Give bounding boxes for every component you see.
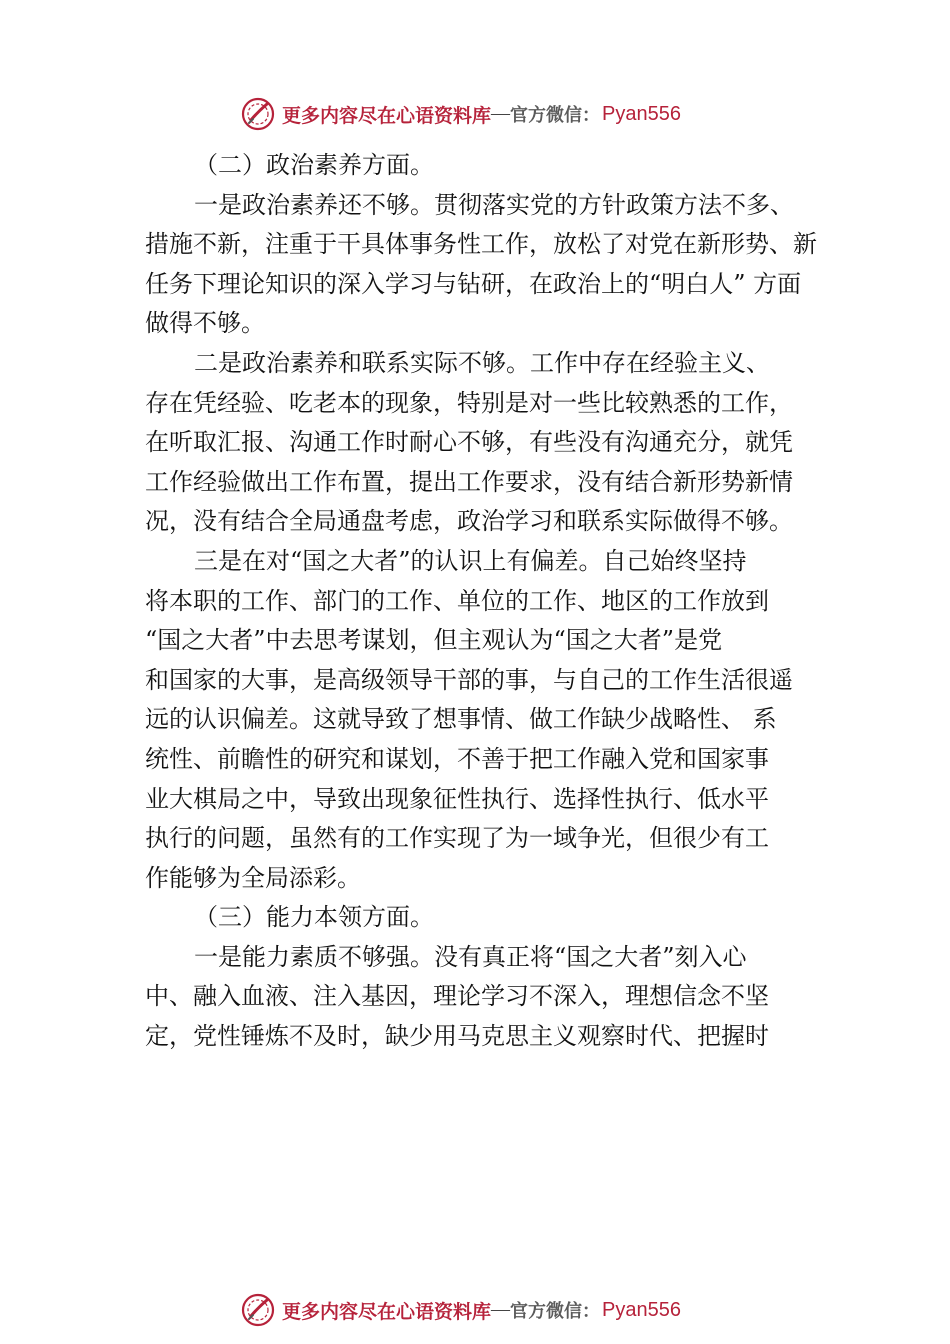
header-wechat-label: 官方微信：: [510, 105, 601, 126]
body-line: 执行的问题，虽然有的工作实现了为一域争光，但很少有工: [145, 824, 769, 853]
body-line: 将本职的工作、部门的工作、单位的工作、地区的工作放到: [145, 586, 769, 615]
body-line: 存在凭经验、吃老本的现象，特别是对一些比较熟悉的工作，: [145, 388, 793, 417]
body-line: 工作经验做出工作布置，提出工作要求，没有结合新形势新情: [145, 467, 793, 496]
footer-wechat-account: Pyan556: [602, 1298, 681, 1321]
body-line: 远的认识偏差。这就导致了想事情、做工作缺少战略性、 系: [145, 705, 777, 734]
body-line: 在听取汇报、沟通工作时耐心不够，有些没有沟通充分，就凭: [145, 428, 793, 457]
body-line: （二）政治素养方面。: [194, 151, 434, 179]
header-separator: —: [491, 103, 511, 124]
body-line: “国之大者”中去思考谋划，但主观认为“国之大者”是党: [145, 626, 723, 655]
body-line: 和国家的大事，是高级领导干部的事，与自己的工作生活很遥: [145, 665, 793, 694]
body-line: 一是能力素质不够强。没有真正将“国之大者”刻入心: [194, 942, 747, 971]
body-line: （三）能力本领方面。: [194, 903, 434, 932]
body-line: 况，没有结合全局通盘考虑，政治学习和联系实际做得不够。: [145, 507, 793, 536]
body-line: 一是政治素养还不够。贯彻落实党的方针政策方法不多、: [194, 190, 794, 219]
footer-banner: [240, 1290, 760, 1330]
body-line: 统性、前瞻性的研究和谋划，不善于把工作融入党和国家事: [145, 744, 769, 773]
body-line: 任务下理论知识的深入学习与钻研，在政治上的“明白人” 方面: [145, 269, 802, 298]
header-wechat-account: Pyan556: [602, 102, 681, 125]
brand-logo-icon: [240, 96, 276, 132]
header-brand-text: 更多内容尽在心语资料库: [282, 104, 492, 127]
body-line: 业大棋局之中，导致出现象征性执行、选择性执行、低水平: [145, 784, 769, 813]
footer-separator: —: [491, 1299, 511, 1320]
body-line: 三是在对“国之大者”的认识上有偏差。自己始终坚持: [194, 546, 747, 575]
body-line: 中、融入血液、注入基因，理论学习不深入，理想信念不坚: [145, 982, 769, 1011]
brand-logo-icon: [240, 1292, 276, 1328]
body-line: 作能够为全局添彩。: [145, 863, 361, 892]
body-line: 做得不够。: [145, 309, 265, 338]
body-line: 措施不新，注重于干具体事务性工作，放松了对党在新形势、新: [145, 230, 817, 259]
header-banner: [240, 94, 760, 134]
body-line: 二是政治素养和联系实际不够。工作中存在经验主义、: [194, 348, 770, 377]
footer-brand-text: 更多内容尽在心语资料库: [282, 1300, 492, 1323]
body-line: 定，党性锤炼不及时，缺少用马克思主义观察时代、把握时: [145, 1022, 769, 1051]
document-body: [145, 146, 825, 1057]
footer-wechat-label: 官方微信：: [510, 1301, 601, 1322]
